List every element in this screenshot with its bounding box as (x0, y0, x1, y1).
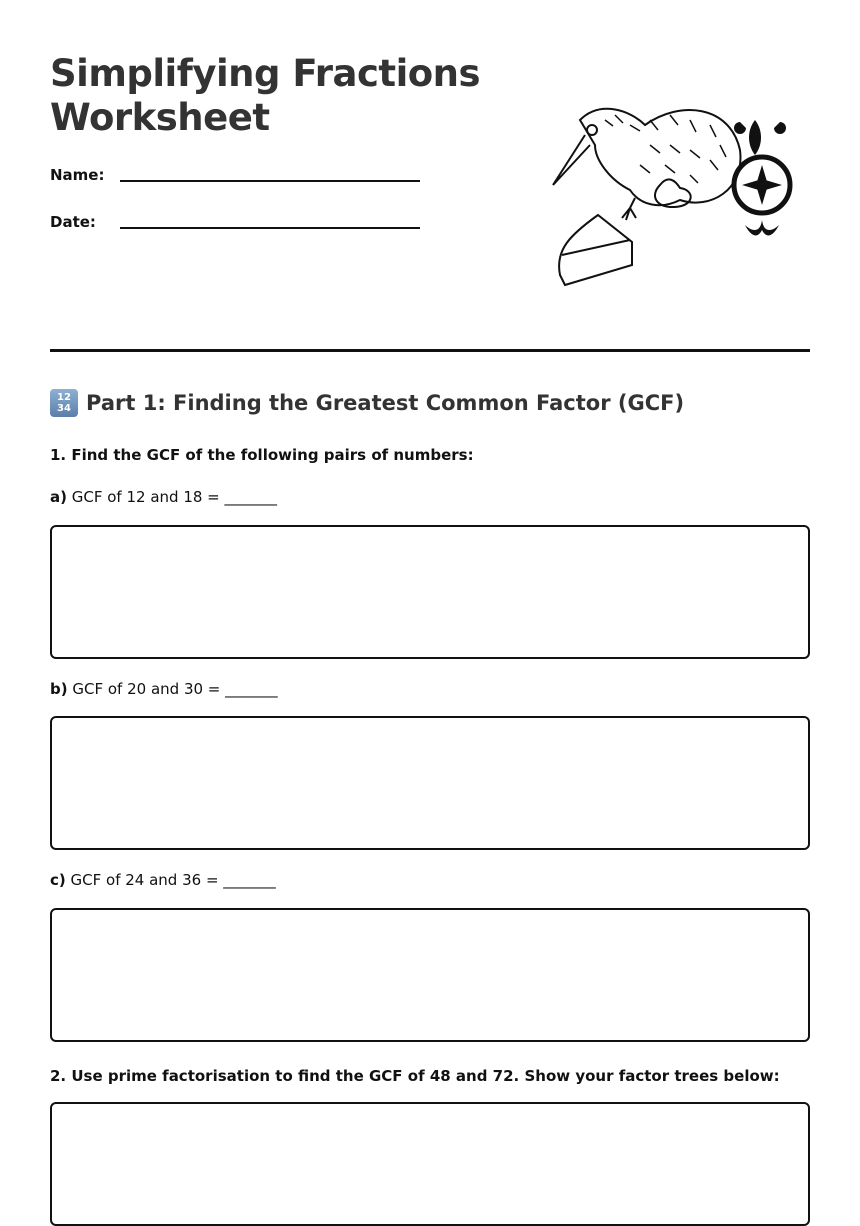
part1-heading: 12 34 Part 1: Finding the Greatest Common Factor (GCF) (50, 389, 684, 417)
kiwi-illustration (550, 100, 795, 290)
date-line[interactable] (120, 227, 420, 229)
question-1: 1. Find the GCF of the following pairs of numbers: (50, 446, 474, 464)
input-numbers-icon: 12 34 (50, 389, 78, 417)
page-title: Simplifying Fractions Worksheet (50, 52, 481, 139)
answer-box-2[interactable] (50, 1102, 810, 1226)
date-label: Date: (50, 213, 96, 231)
question-1a: a) GCF of 12 and 18 = _______ (50, 488, 278, 506)
question-1b: b) GCF of 20 and 30 = _______ (50, 680, 278, 698)
name-line[interactable] (120, 180, 420, 182)
name-field[interactable] (50, 166, 104, 184)
name-label: Name: (50, 166, 105, 184)
answer-box-1b[interactable] (50, 716, 810, 850)
section-divider (50, 349, 810, 352)
date-field[interactable] (50, 213, 96, 231)
question-1c: c) GCF of 24 and 36 = _______ (50, 871, 276, 889)
answer-box-1a[interactable] (50, 525, 810, 659)
question-2: 2. Use prime factorisation to find the GCF of 48 and 72. Show your factor trees below: (50, 1067, 780, 1085)
answer-box-1c[interactable] (50, 908, 810, 1042)
